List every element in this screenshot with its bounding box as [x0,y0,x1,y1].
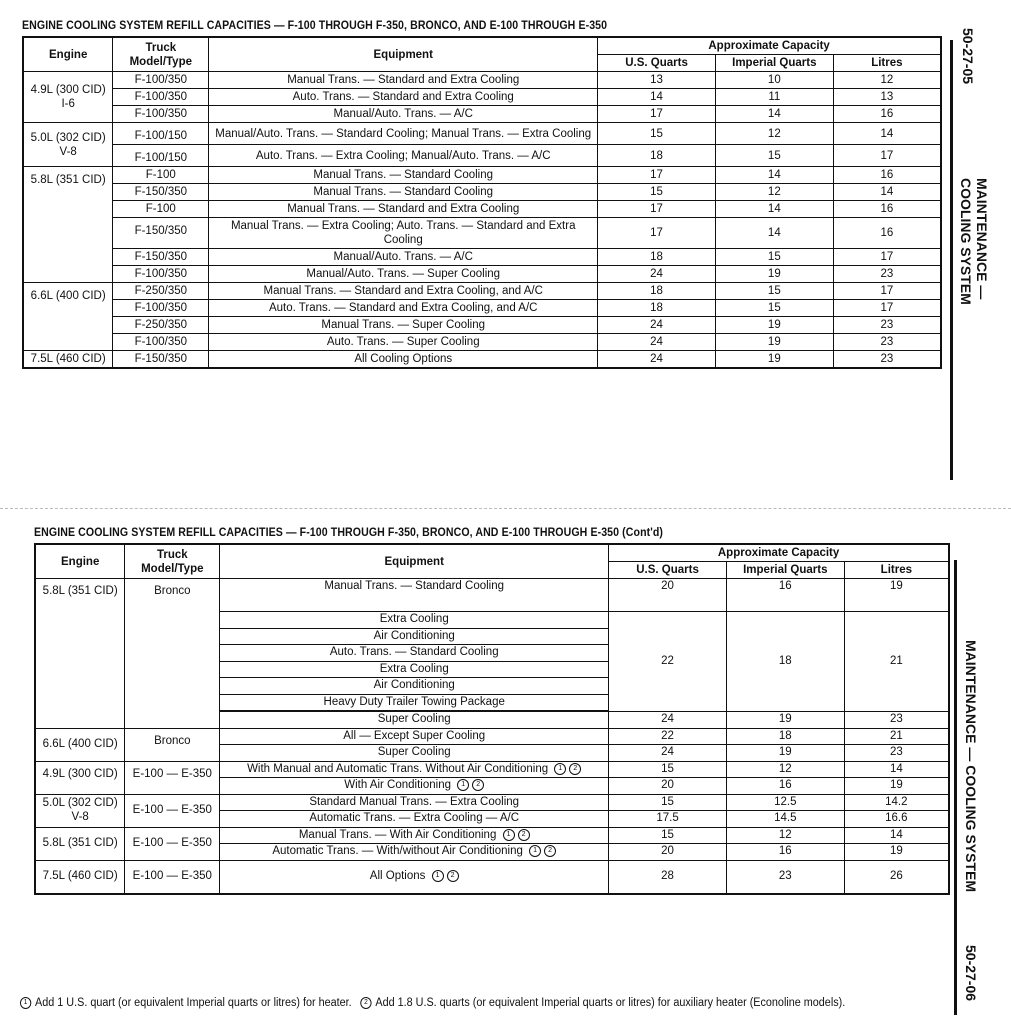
equipment-cell: Super Cooling [220,745,609,762]
imp-cell: 10 [715,72,833,89]
equipment-cell: Auto. Trans. — Standard Cooling [220,645,609,662]
table2 [34,543,950,895]
equipment-text: Automatic Trans. — With/without Air Conditioning [272,845,523,858]
imp-cell: 14 [715,218,833,249]
engine-cell: 5.8L (351 CID) [23,167,113,283]
imp-cell: 15 [715,145,833,167]
litres-cell: 16 [833,106,941,123]
litres-cell: 23 [833,317,941,334]
equipment-cell: Manual/Auto. Trans. — A/C [209,249,598,266]
us-cell: 17 [598,106,716,123]
imp-cell: 14 [715,167,833,184]
model-cell: F-100/350 [113,106,209,123]
equipment-cell [220,860,609,894]
us-cell: 15 [598,184,716,201]
us-cell: 22 [609,728,727,745]
model-cell: F-150/350 [113,351,209,369]
imp-cell: 12 [715,184,833,201]
us-cell: 24 [609,745,727,762]
us-cell: 20 [609,579,727,612]
imp-cell: 14.5 [726,811,844,828]
equipment-text: Manual Trans. — With Air Conditioning [298,828,497,841]
litres-cell: 19 [844,844,949,861]
footnote-1-marker: 1 [432,870,444,882]
model-cell: E-100 — E-350 [125,761,220,794]
imp-cell: 12.5 [726,794,844,811]
equipment-cell: Manual Trans. — Super Cooling [209,317,598,334]
litres-cell: 26 [844,860,949,894]
table-row [35,827,949,844]
litres-cell: 23 [833,351,941,369]
model-cell: E-100 — E-350 [125,860,220,894]
imp-cell: 12 [726,827,844,844]
footnote-1-marker: 1 [503,829,515,841]
engine-cell: 4.9L (300 CID) I-6 [23,72,113,123]
us-cell: 24 [598,266,716,283]
us-cell: 18 [598,145,716,167]
col-litres: Litres [844,562,949,579]
section-title-top-line1: MAINTENANCE — [974,178,990,300]
table-row [35,728,949,745]
litres-cell: 21 [844,728,949,745]
table-row [23,145,941,167]
litres-cell: 14 [833,123,941,145]
table-row [23,201,941,218]
imp-cell: 23 [726,860,844,894]
col-imperial-quarts: Imperial Quarts [715,55,833,72]
litres-cell: 19 [844,778,949,795]
table-row [35,794,949,811]
table2-title: ENGINE COOLING SYSTEM REFILL CAPACITIES — F-100 THROUGH F-350, BRONCO, AND E-100 THROUGH E-350 (Cont'd) [34,527,664,539]
col-imperial-quarts: Imperial Quarts [726,562,844,579]
col-us-quarts: U.S. Quarts [598,55,716,72]
us-cell: 18 [598,300,716,317]
us-cell: 18 [598,249,716,266]
imp-cell: 19 [715,351,833,369]
page-separator [0,508,1011,509]
us-cell: 17.5 [609,811,727,828]
engine-cell: 6.6L (400 CID) [23,283,113,351]
equipment-cell: Standard Manual Trans. — Extra Cooling [220,794,609,811]
equipment-cell: Manual Trans. — Standard Cooling [209,167,598,184]
litres-cell: 16 [833,201,941,218]
table1-title: ENGINE COOLING SYSTEM REFILL CAPACITIES — F-100 THROUGH F-350, BRONCO, AND E-100 THROUGH E-350 [22,20,608,32]
imp-cell: 18 [726,612,844,712]
footnote-2-marker: 2 [518,829,530,841]
litres-cell: 14 [833,184,941,201]
imp-cell: 16 [726,778,844,795]
us-cell: 17 [598,167,716,184]
section-title-top-line2: COOLING SYSTEM [958,178,974,305]
engine-cell: 5.0L (302 CID) V-8 [35,794,125,827]
imp-cell: 19 [715,266,833,283]
us-cell: 24 [598,334,716,351]
engine-cell: 4.9L (300 CID) [35,761,125,794]
litres-cell: 16 [833,218,941,249]
litres-cell: 17 [833,300,941,317]
equipment-cell: Manual/Auto. Trans. — A/C [209,106,598,123]
us-cell: 22 [609,612,727,712]
equipment-text: All Options [369,869,426,882]
engine-cell: 5.8L (351 CID) [35,579,125,729]
engine-cell: 6.6L (400 CID) [35,728,125,761]
us-cell: 20 [609,844,727,861]
equipment-cell: All Cooling Options [209,351,598,369]
equipment-cell [220,778,609,795]
us-cell: 15 [609,761,727,778]
footnote-2-marker: 2 [360,997,371,1009]
model-cell: F-100/350 [113,266,209,283]
us-cell: 17 [598,218,716,249]
litres-cell: 16.6 [844,811,949,828]
col-truck-model: Truck Model/Type [113,37,209,72]
model-cell: Bronco [125,579,220,729]
equipment-cell: Auto. Trans. — Standard and Extra Cooling, and A/C [209,300,598,317]
equipment-cell: Air Conditioning [220,628,609,645]
imp-cell: 19 [715,334,833,351]
table-row [23,123,941,145]
model-cell: F-250/350 [113,283,209,300]
model-cell: F-100/350 [113,89,209,106]
equipment-cell: Manual/Auto. Trans. — Super Cooling [209,266,598,283]
footnote-2-text: Add 1.8 U.S. quarts (or equivalent Imperial quarts or litres) for auxiliary heater (Econoline models). [375,997,846,1010]
imp-cell: 12 [726,761,844,778]
engine-cell: 7.5L (460 CID) [23,351,113,369]
us-cell: 20 [609,778,727,795]
table-row [23,317,941,334]
table2-section [34,527,950,895]
table-row [23,167,941,184]
us-cell: 14 [598,89,716,106]
imp-cell: 14 [715,201,833,218]
equipment-cell: Extra Cooling [220,661,609,678]
side-rule-bottom [954,560,957,1015]
equipment-cell: Air Conditioning [220,678,609,695]
table-row [23,89,941,106]
litres-cell: 23 [833,334,941,351]
footnote-2-marker: 2 [472,779,484,791]
imp-cell: 18 [726,728,844,745]
equipment-cell: Manual Trans. — Standard Cooling [209,184,598,201]
footnote-1-marker: 1 [457,779,469,791]
us-cell: 15 [598,123,716,145]
footnote-2-marker: 2 [569,763,581,775]
litres-cell: 19 [844,579,949,612]
litres-cell: 23 [833,266,941,283]
footnote [20,997,845,1009]
table-row [23,334,941,351]
model-cell: Bronco [125,728,220,761]
imp-cell: 16 [726,844,844,861]
us-cell: 18 [598,283,716,300]
footnote-2-marker: 2 [447,870,459,882]
table-row [23,351,941,369]
footnote-2-marker: 2 [544,845,556,857]
model-cell: F-150/350 [113,249,209,266]
page-number-bottom: 50-27-06 [963,945,979,1002]
col-engine: Engine [23,37,113,72]
footnote-1-marker: 1 [529,845,541,857]
table-row [23,249,941,266]
litres-cell: 17 [833,249,941,266]
col-litres: Litres [833,55,941,72]
equipment-cell [220,827,609,844]
table-row [23,283,941,300]
model-cell: F-100/150 [113,123,209,145]
equipment-cell: Auto. Trans. — Standard and Extra Cooling [209,89,598,106]
equipment-cell: Extra Cooling [220,612,609,629]
litres-cell: 17 [833,145,941,167]
table1-section [22,20,942,369]
model-cell: F-100/150 [113,145,209,167]
equipment-cell [220,844,609,861]
litres-cell: 16 [833,167,941,184]
model-cell: F-100 [113,167,209,184]
litres-cell: 23 [844,745,949,762]
engine-cell: 7.5L (460 CID) [35,860,125,894]
imp-cell: 11 [715,89,833,106]
imp-cell: 15 [715,300,833,317]
equipment-cell: Super Cooling [220,712,609,729]
equipment-cell: Manual/Auto. Trans. — Standard Cooling; Manual Trans. — Extra Cooling [209,123,598,145]
model-cell: F-100/350 [113,334,209,351]
us-cell: 28 [609,860,727,894]
col-equipment: Equipment [209,37,598,72]
imp-cell: 19 [715,317,833,334]
equipment-cell: Manual Trans. — Extra Cooling; Auto. Trans. — Standard and Extra Cooling [209,218,598,249]
litres-cell: 14 [844,827,949,844]
footnote-1-marker: 1 [554,763,566,775]
imp-cell: 12 [715,123,833,145]
us-cell: 24 [598,317,716,334]
equipment-cell: Auto. Trans. — Extra Cooling; Manual/Auto. Trans. — A/C [209,145,598,167]
side-rule-top [950,40,953,480]
equipment-cell: Automatic Trans. — Extra Cooling — A/C [220,811,609,828]
table-row [23,184,941,201]
model-cell: F-100/350 [113,72,209,89]
table-row [35,579,949,612]
equipment-text: With Air Conditioning [344,779,451,792]
us-cell: 15 [609,827,727,844]
col-truck-model: Truck Model/Type [125,544,220,579]
col-approx-capacity: Approximate Capacity [609,544,949,562]
equipment-cell: Manual Trans. — Standard and Extra Cooling, and A/C [209,283,598,300]
litres-cell: 17 [833,283,941,300]
imp-cell: 19 [726,745,844,762]
equipment-cell: Manual Trans. — Standard and Extra Cooling [209,72,598,89]
table-row [35,761,949,778]
table-row [23,72,941,89]
us-cell: 24 [609,712,727,729]
imp-cell: 15 [715,249,833,266]
footnote-1-text: Add 1 U.S. quart (or equivalent Imperial quarts or litres) for heater. [35,997,352,1010]
model-cell: F-100/350 [113,300,209,317]
us-cell: 24 [598,351,716,369]
table1 [22,36,942,369]
litres-cell: 14.2 [844,794,949,811]
table-row [23,218,941,249]
equipment-cell: Auto. Trans. — Super Cooling [209,334,598,351]
equipment-cell [220,761,609,778]
litres-cell: 21 [844,612,949,712]
us-cell: 15 [609,794,727,811]
section-title-top [958,178,990,305]
table-row [23,300,941,317]
equipment-cell: All — Except Super Cooling [220,728,609,745]
model-cell: F-150/350 [113,184,209,201]
us-cell: 13 [598,72,716,89]
litres-cell: 23 [844,712,949,729]
col-us-quarts: U.S. Quarts [609,562,727,579]
page-number-top: 50-27-05 [960,28,976,85]
imp-cell: 15 [715,283,833,300]
litres-cell: 12 [833,72,941,89]
section-title-bottom: MAINTENANCE — COOLING SYSTEM [963,640,979,893]
model-cell: E-100 — E-350 [125,794,220,827]
model-cell: E-100 — E-350 [125,827,220,860]
litres-cell: 14 [844,761,949,778]
col-equipment: Equipment [220,544,609,579]
litres-cell: 13 [833,89,941,106]
equipment-cell: Manual Trans. — Standard Cooling [220,579,609,612]
imp-cell: 19 [726,712,844,729]
model-cell: F-100 [113,201,209,218]
us-cell: 17 [598,201,716,218]
imp-cell: 14 [715,106,833,123]
equipment-cell: Manual Trans. — Standard and Extra Cooling [209,201,598,218]
model-cell: F-150/350 [113,218,209,249]
col-approx-capacity: Approximate Capacity [598,37,941,55]
equipment-cell: Heavy Duty Trailer Towing Package [220,694,609,711]
engine-cell: 5.0L (302 CID) V-8 [23,123,113,167]
table-row [35,860,949,894]
model-cell: F-250/350 [113,317,209,334]
equipment-text: With Manual and Automatic Trans. Without Air Conditioning [247,762,549,775]
imp-cell: 16 [726,579,844,612]
engine-cell: 5.8L (351 CID) [35,827,125,860]
table-row [23,106,941,123]
table-row [23,266,941,283]
col-engine: Engine [35,544,125,579]
footnote-1-marker: 1 [20,997,31,1009]
